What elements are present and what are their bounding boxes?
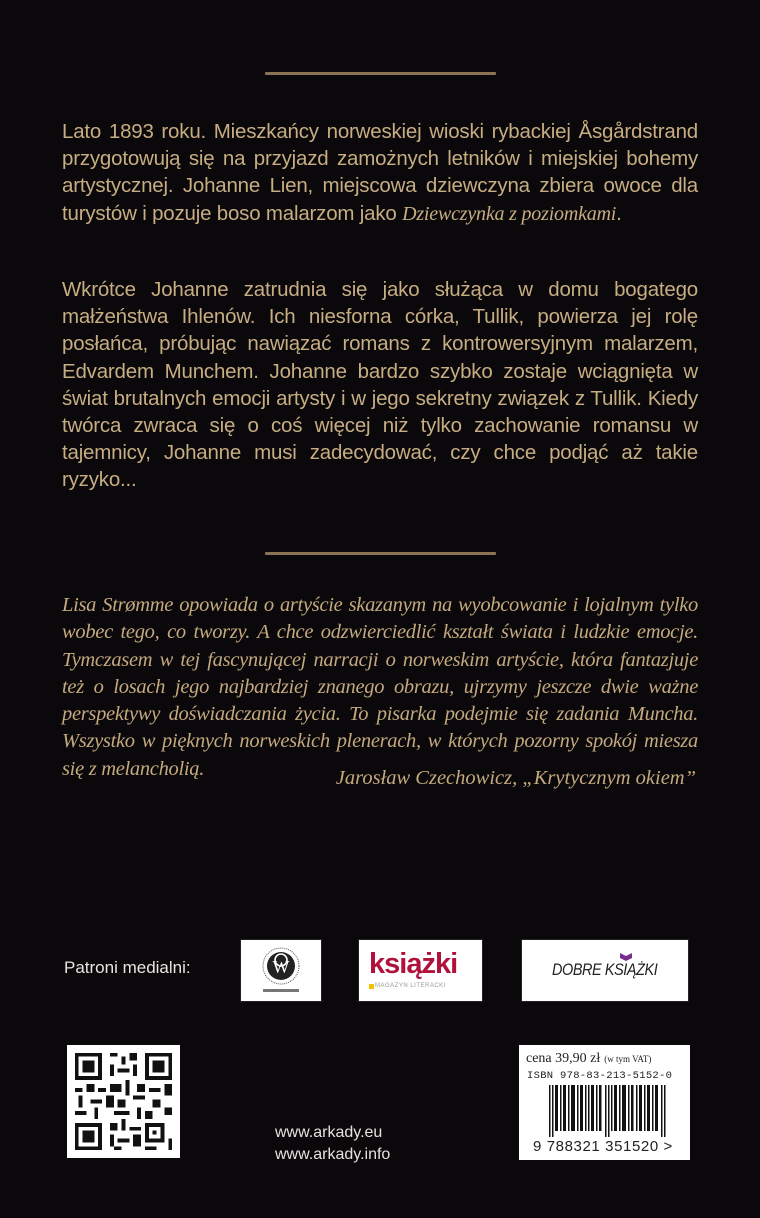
qr-code-icon — [67, 1045, 180, 1158]
publisher-urls — [275, 1122, 390, 1166]
price: cena 39,90 zł — [526, 1051, 601, 1066]
middle-divider — [265, 552, 496, 555]
top-divider — [265, 72, 496, 75]
dobre-ksiazki-title: DOBRE KSIĄŻKI — [552, 960, 658, 979]
price-note: (w tym VAT) — [604, 1054, 652, 1064]
review-quote: Lisa Strømme opowiada o artyście skazanym na wyobcowanie i lojalnym tylko wobec tego, co tworzy. A chce odzwierciedlić kształt świata i ludzkie emocje. Tymczasem w tej fascynującej narracji o norweskim artyście, która fantazjuje też o losach jego najbardziej znanego obrazu, ujrzymy jeszcze dwie ważne perspektywy doświadczania życia. To pisarka podejmie się zadania Muncha. Wszystko w pięknych norweskich plenerach, w których pozorny spokój miesza się z melancholią. — [62, 594, 698, 780]
paragraph-1-end: . — [616, 201, 622, 225]
patron-logo-1 — [240, 939, 322, 1002]
ksiazki-logo-subtitle: MAGAZYN LITERACKI — [375, 983, 446, 989]
patron-logo-dobre-ksiazki — [521, 939, 689, 1002]
barcode-box — [519, 1045, 690, 1160]
barcode-digits: 9 788321 351520 > — [533, 1138, 673, 1155]
url-arkady-eu[interactable]: www.arkady.eu — [275, 1124, 383, 1141]
review-attribution: Jarosław Czechowicz, „Krytycznym okiem” — [335, 767, 696, 789]
description-paragraph-2: Wkrótce Johanne zatrudnia się jako służąca w domu bogatego małżeństwa Ihlenów. Ich niesforna córka, Tullik, powierza jej rolę posłańca, próbując nawiązać romans z kontrowersyjnym malarzem, Edvardem Munchem. Johanne bardzo szybko zostaje wciągnięta w świat brutalnych emocji artysty i w jego sekretny związek z Tullik. Kiedy twórca zwraca się o coś więcej niż tylko zachowanie romansu w tajemnicy, Johanne musi zadecydować, czy chce podjąć aż takie ryzyko... — [62, 278, 698, 492]
isbn: ISBN 978-83-213-5152-0 — [527, 1070, 673, 1082]
price-line — [526, 1049, 651, 1067]
description-paragraph-1 — [62, 118, 698, 228]
wa-emblem-icon — [241, 940, 321, 1001]
paragraph-1-text: Lato 1893 roku. Mieszkańcy norweskiej wioski rybackiej Åsgårdstrand przygotowują się na przyjazd zamożnych letników i miejskiej bohemy artystycznej. Johanne Lien, miejscowa dziewczyna zbiera owoce dla turystów i pozuje boso malarzom jako — [62, 120, 698, 225]
patron-logo-ksiazki — [358, 939, 483, 1002]
svg-text:W: W — [272, 957, 290, 977]
painting-title: Dziewczynka z poziomkami — [402, 202, 617, 225]
ksiazki-logo-bar — [369, 984, 374, 989]
qr-code — [67, 1045, 180, 1158]
url-arkady-info[interactable]: www.arkady.info — [275, 1146, 391, 1163]
ksiazki-logo-title: książki — [369, 948, 458, 980]
patrons-label: Patroni medialni: — [64, 958, 191, 977]
barcode-icon — [549, 1085, 669, 1137]
